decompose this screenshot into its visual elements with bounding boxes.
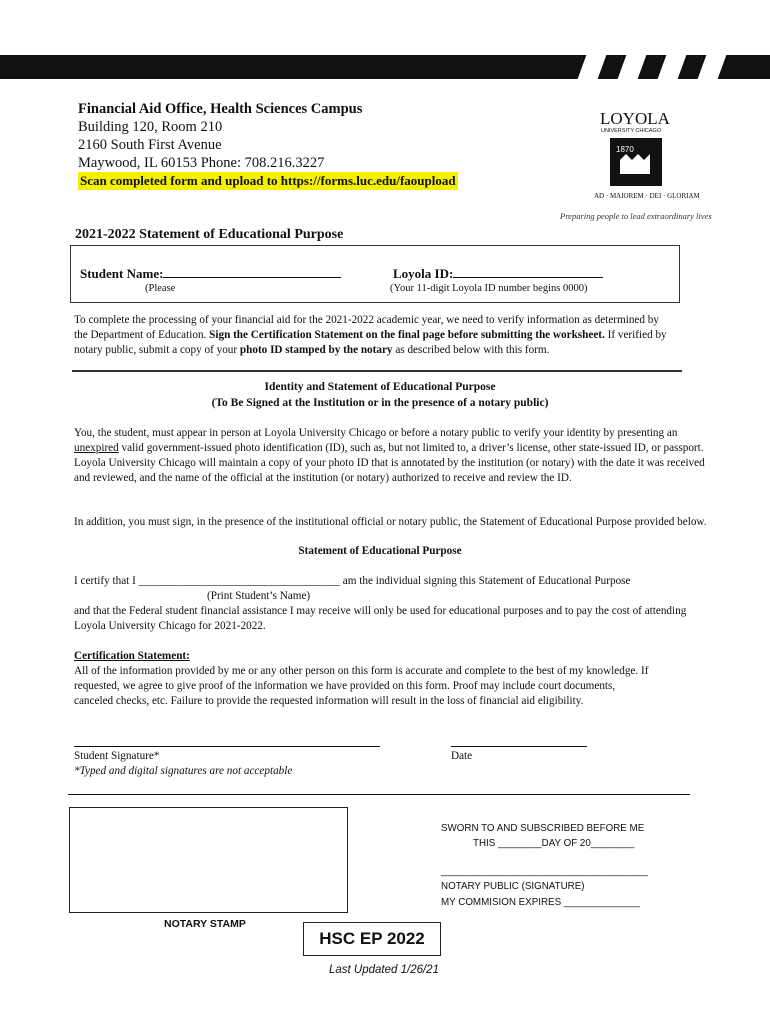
upload-note[interactable]: Scan completed form and upload to https://forms.luc.edu/faoupload (80, 173, 456, 188)
date-line[interactable] (451, 746, 587, 747)
office-name: Financial Aid Office, Health Sciences Campus (78, 101, 363, 117)
identity-paragraph-2: In addition, you must sign, in the presence of the institutional official or notary public, the Statement of Educational Purpose provided below. (74, 516, 707, 528)
loyola-id-line[interactable] (453, 265, 603, 278)
bar-stripe (618, 55, 647, 79)
logo-motto: AD · MAIOREM · DEI · GLORIAM (594, 192, 700, 200)
notary-public-label: NOTARY PUBLIC (SIGNATURE) (441, 881, 585, 892)
student-signature-label: Student Signature* (74, 750, 160, 762)
statement-heading: Statement of Educational Purpose (298, 545, 462, 557)
office-building: Building 120, Room 210 (78, 119, 223, 135)
identity-subheading: (To Be Signed at the Institution or in the presence of a notary public) (211, 397, 549, 409)
identity-heading: Identity and Statement of Educational Purpose (264, 381, 496, 393)
loyola-id-hint: (Your 11-digit Loyola ID number begins 0000) (390, 283, 588, 294)
notary-stamp-box (69, 807, 348, 913)
bar-stripe (578, 55, 607, 79)
logo-year: 1870 (616, 145, 634, 154)
sworn-text: SWORN TO AND SUBSCRIBED BEFORE ME (441, 823, 645, 834)
form-title: 2021-2022 Statement of Educational Purpose (75, 227, 344, 242)
identity-paragraph: You, the student, must appear in person at Loyola University Chicago or before a notary public to verify your identity by presenting an unexpired valid government-issued photo identification (ID), such as, but not limited to, a driver’s license, other state-issued ID, or passport. Loyola University Chicago will maintain a copy of your photo ID that is annotated by the institution (or notary) with the date it was received and reviewed, and the name of the official at the institution (or notary) authorized to receive and review the ID. (74, 427, 705, 484)
student-name-label: Student Name: (80, 266, 164, 281)
this-day-line[interactable]: THIS ________DAY OF 20________ (473, 838, 635, 849)
student-name-hint: (Please (145, 283, 176, 294)
bar-stripe (658, 55, 687, 79)
last-updated: Last Updated 1/26/21 (329, 964, 439, 976)
print-name-label: (Print Student’s Name) (207, 590, 311, 602)
statement-paragraph: and that the Federal student financial assistance I may receive will only be used for educational purposes and to pay the cost of attending Loyola University Chicago for 2021-2022. (74, 605, 687, 632)
office-city-phone: Maywood, IL 60153 Phone: 708.216.3227 (78, 155, 325, 171)
student-name-line[interactable] (163, 265, 341, 278)
office-street: 2160 South First Avenue (78, 137, 222, 153)
office-address (78, 100, 458, 190)
form-code-box: HSC EP 2022 (303, 922, 441, 956)
student-signature-line[interactable] (74, 746, 380, 747)
intro-paragraph: To complete the processing of your financial aid for the 2021-2022 academic year, we need to verify information as determined by the Department of Education. Sign the Certification Statement on the final page before submitting the worksheet. If verified by notary public, submit a copy of your photo ID stamped by the notary as described below with this form. (74, 314, 667, 356)
notary-divider (68, 794, 690, 795)
loyola-id-label: Loyola ID: (393, 266, 454, 281)
student-name-field[interactable] (80, 265, 341, 282)
logo-tagline: Preparing people to lead extraordinary lives (560, 211, 712, 221)
certification-text: All of the information provided by me or any other person on this form is accurate and complete to the best of my knowledge. If requested, we agree to give proof of the information we have provided on this form. Proof may include court documents, canceled checks, etc. Failure to provide the requested information will result in the loss of financial aid eligibility. (74, 665, 649, 707)
notary-stamp-label: NOTARY STAMP (164, 918, 246, 930)
certification-heading: Certification Statement: (74, 650, 190, 662)
date-label: Date (451, 750, 473, 762)
header-bar (0, 55, 770, 79)
certify-line[interactable]: I certify that I ____________________________________ am the individual signing this Statement of Educational Purpose (74, 575, 631, 587)
commission-expires-line[interactable]: MY COMMISION EXPIRES ______________ (441, 897, 641, 908)
section-divider (72, 370, 682, 372)
loyola-id-field[interactable] (393, 265, 603, 282)
signature-note: *Typed and digital signatures are not acceptable (74, 765, 293, 777)
logo-sub: UNIVERSITY CHICAGO (601, 128, 662, 134)
logo-name: LOYOLA (600, 109, 670, 128)
notary-signature-line[interactable]: ______________________________________ (441, 866, 649, 877)
bar-stripe (698, 55, 727, 79)
